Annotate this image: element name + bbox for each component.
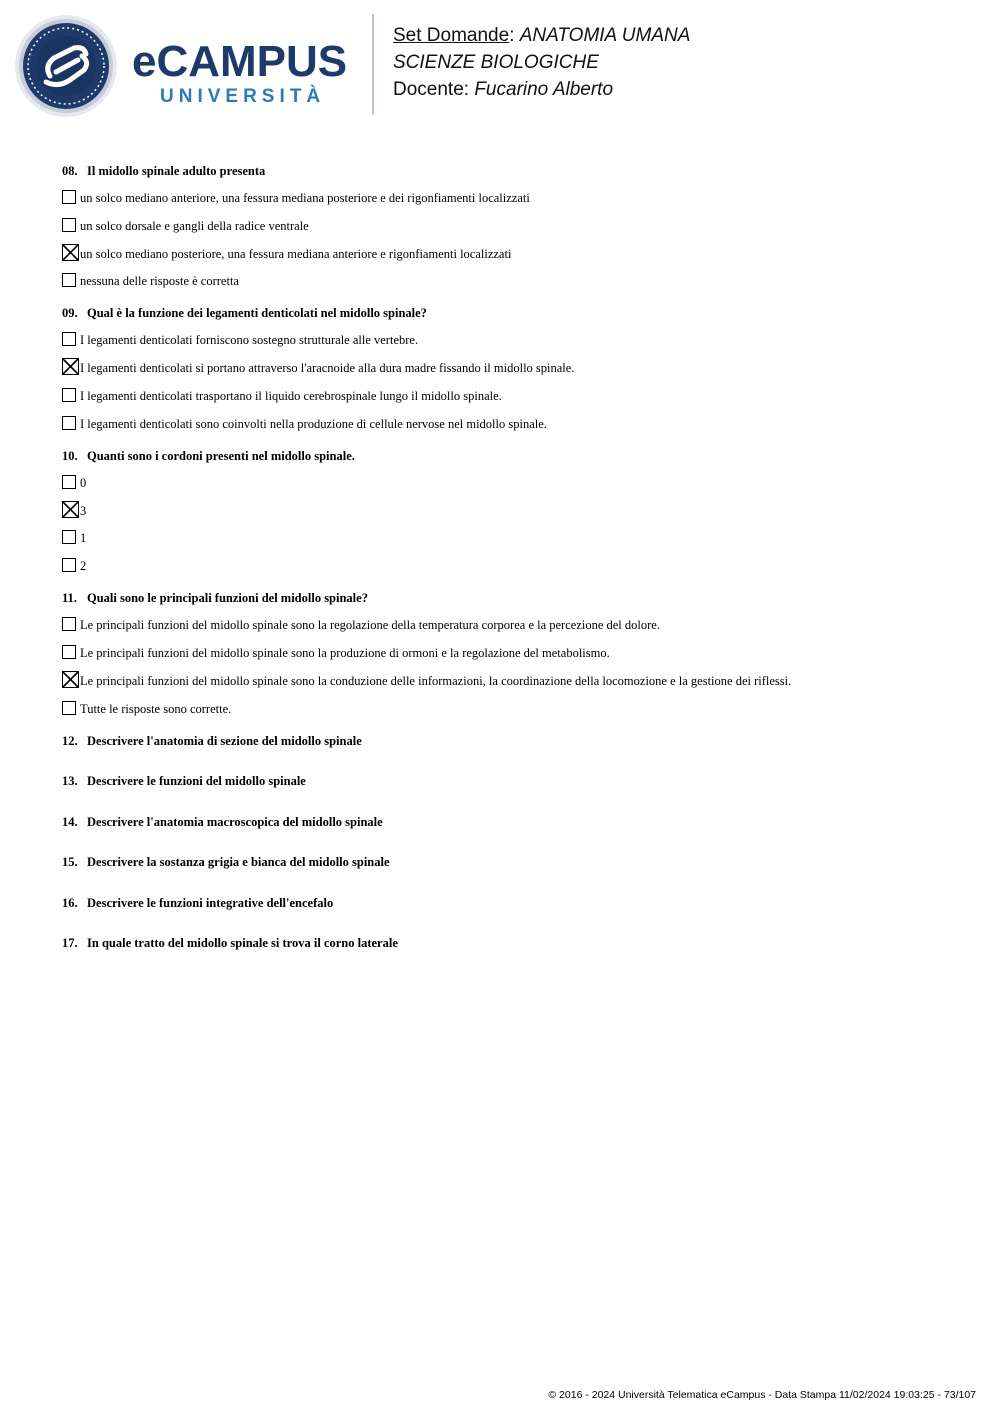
logo-text: eCAMPUS [132,37,348,86]
header-divider [372,14,374,115]
checked-checkbox-icon[interactable] [62,358,79,375]
question-text: Qual è la funzione dei legamenti denticolati nel midollo spinale? [87,306,427,321]
set-label: Set Domande [393,25,510,46]
answer-option[interactable] [62,359,962,377]
page-footer: © 2016 - 2024 Università Telematica eCampus - Data Stampa 11/02/2024 19:03:25 - 73/107 [548,1389,976,1401]
question-number: 17. [62,936,78,951]
answer-text: I legamenti denticolati trasportano il liquido cerebrospinale lungo il midollo spinale. [80,388,502,403]
question-text: Il midollo spinale adulto presenta [87,164,266,178]
answer-text: nessuna delle risposte è corretta [80,274,239,289]
question [62,448,962,575]
course-name: SCIENZE BIOLOGICHE [393,52,599,73]
checked-checkbox-icon[interactable] [62,244,79,261]
answer-option[interactable] [62,529,962,547]
checkbox-icon[interactable] [62,332,76,346]
open-question [62,733,962,749]
question-title [62,305,962,321]
answer-text: 1 [80,531,87,546]
question-text: Quanti sono i cordoni presenti nel midollo spinale. [87,448,355,463]
answer-text: I legamenti denticolati forniscono sostegno strutturale alle vertebre. [80,333,419,348]
answer-option[interactable] [62,387,962,405]
question-text: Descrivere l'anatomia macroscopica del midollo spinale [87,814,383,829]
answer-option[interactable] [62,415,962,433]
answer-option[interactable] [62,644,962,662]
question-number: 10. [62,448,78,463]
answer-text: 0 [80,475,87,490]
answer-text: Le principali funzioni del midollo spinale sono la produzione di ormoni e la regolazione del metabolismo. [80,645,610,660]
answer-text: un solco mediano anteriore, una fessura mediana posteriore e dei rigonfiamenti localizzati [80,191,530,205]
page-header [0,0,1000,130]
question-number: 16. [62,895,78,910]
question-number: 11. [62,591,77,606]
question [62,590,962,717]
question-number: 12. [62,733,78,748]
question-title [62,448,962,464]
answer-option[interactable] [62,616,962,634]
open-question [62,814,962,830]
question-list [62,163,962,976]
question-text: Descrivere la sostanza grigia e bianca del midollo spinale [87,855,390,870]
answer-text: un solco mediano posteriore, una fessura mediana anteriore e rigonfiamenti localizzati [80,246,512,261]
question-number: 09. [62,306,78,321]
docente-label: Docente: [393,79,470,100]
answer-option[interactable] [62,331,962,349]
question-title [62,163,962,179]
answer-option[interactable] [62,217,962,235]
question-text: Descrivere le funzioni del midollo spinale [87,774,306,789]
question-text: Descrivere le funzioni integrative dell'encefalo [87,895,334,910]
answer-text: Le principali funzioni del midollo spinale sono la regolazione della temperatura corporea e la percezione del dolore. [80,618,660,633]
header-info: Set Domande: ANATOMIA UMANA SCIENZE BIOLOGICHE Docente: Fucarino Alberto [393,25,691,100]
checkbox-icon[interactable] [62,558,76,572]
checked-checkbox-icon[interactable] [62,501,79,518]
checkbox-icon[interactable] [62,530,76,544]
question-text: In quale tratto del midollo spinale si trova il corno laterale [87,936,398,951]
set-value: ANATOMIA UMANA [519,25,691,46]
checkbox-icon[interactable] [62,645,76,659]
docente-value: Fucarino Alberto [474,79,614,100]
checkbox-icon[interactable] [62,617,76,631]
answer-text: Le principali funzioni del midollo spinale sono la conduzione delle informazioni, la coordinazione della locomozione e la gestione dei riflessi. [80,673,792,688]
question-title [62,590,962,606]
answer-text: 3 [80,503,87,518]
answer-option[interactable] [62,502,962,520]
logo-subtext: UNIVERSITÀ [160,86,326,107]
answer-option[interactable] [62,189,962,207]
question-number: 13. [62,774,78,789]
answer-option[interactable] [62,700,962,718]
answer-text: I legamenti denticolati si portano attraverso l'aracnoide alla dura madre fissando il midollo spinale. [80,361,575,376]
open-question [62,935,962,951]
answer-option[interactable] [62,557,962,575]
answer-option[interactable] [62,672,962,690]
answer-option[interactable] [62,272,962,290]
checkbox-icon[interactable] [62,388,76,402]
open-question [62,895,962,911]
checkbox-icon[interactable] [62,190,76,204]
question [62,163,962,290]
checkbox-icon[interactable] [62,416,76,430]
question-text: Quali sono le principali funzioni del midollo spinale? [87,591,368,606]
answer-option[interactable] [62,245,962,263]
checkbox-icon[interactable] [62,475,76,489]
answer-text: Tutte le risposte sono corrette. [80,701,232,716]
ecampus-wordmark [132,37,348,110]
ecampus-seal-logo [14,14,118,118]
question-number: 14. [62,814,78,829]
answer-text: I legamenti denticolati sono coinvolti nella produzione di cellule nervose nel midollo spinale. [80,416,547,431]
checkbox-icon[interactable] [62,273,76,287]
question [62,305,962,432]
question-text: Descrivere l'anatomia di sezione del midollo spinale [87,733,362,748]
question-number: 08. [62,164,78,178]
answer-text: un solco dorsale e gangli della radice ventrale [80,218,309,233]
question-number: 15. [62,855,78,870]
open-question [62,854,962,870]
checked-checkbox-icon[interactable] [62,671,79,688]
open-question [62,773,962,789]
checkbox-icon[interactable] [62,701,76,715]
answer-option[interactable] [62,474,962,492]
checkbox-icon[interactable] [62,218,76,232]
answer-text: 2 [80,559,87,574]
